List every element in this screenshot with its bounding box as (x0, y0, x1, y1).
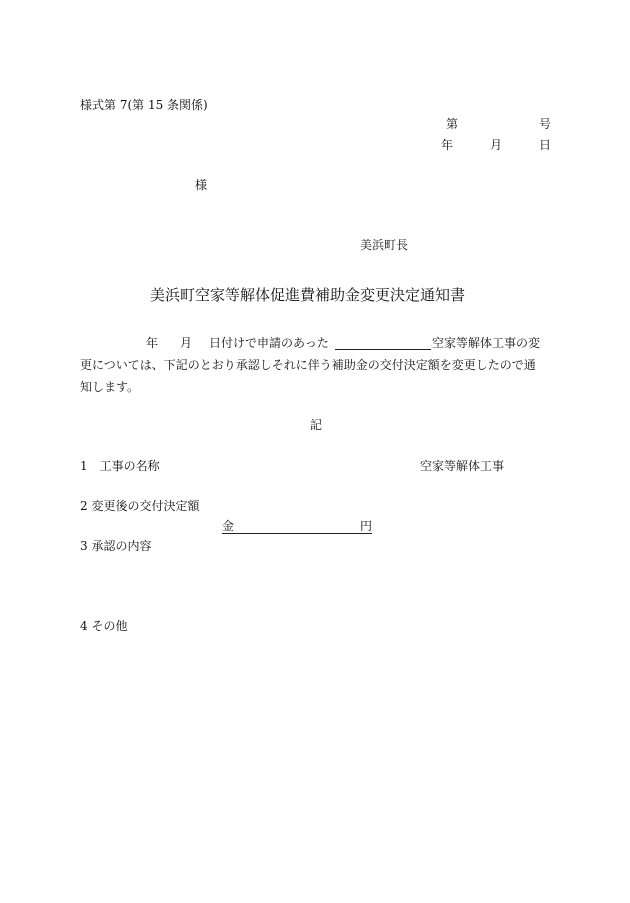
body-line3: 知します。 (80, 380, 140, 394)
document-number-suffix: 号 (539, 117, 552, 131)
issuer-name: 美浜町長 (360, 238, 409, 252)
body-line2: 更については、下記のとおり承認しそれに伴う補助金の交付決定額を変更したので通 (80, 358, 536, 372)
date-day: 日 (539, 138, 552, 152)
document-number-prefix: 第 (446, 117, 459, 131)
amount-suffix: 円 (359, 519, 372, 533)
date-month: 月 (490, 138, 503, 152)
amount-prefix: 金 (222, 519, 235, 533)
item-other-label: 4 その他 (80, 619, 128, 633)
body-year: 年 (146, 336, 159, 350)
item-construction-name-value: 空家等解体工事 (420, 459, 505, 473)
body-line1-rest: 空家等解体工事の変 (432, 336, 541, 350)
addressee-honorific: 様 (195, 178, 208, 192)
item-construction-name-label: 1 工事の名称 (80, 459, 160, 473)
ki-heading: 記 (310, 418, 323, 432)
document-title: 美浜町空家等解体促進費補助金変更決定通知書 (150, 286, 466, 304)
date-year: 年 (441, 138, 454, 152)
grant-amount-line (222, 519, 372, 534)
body-application-date-text: 日付けで申請のあった (209, 336, 329, 350)
item-grant-amount-label: 2 変更後の交付決定額 (80, 499, 200, 513)
item-approval-content-label: 3 承認の内容 (80, 539, 152, 553)
form-reference: 様式第 7(第 15 条関係) (80, 98, 208, 112)
application-blank (335, 337, 431, 350)
body-month: 月 (180, 336, 193, 350)
